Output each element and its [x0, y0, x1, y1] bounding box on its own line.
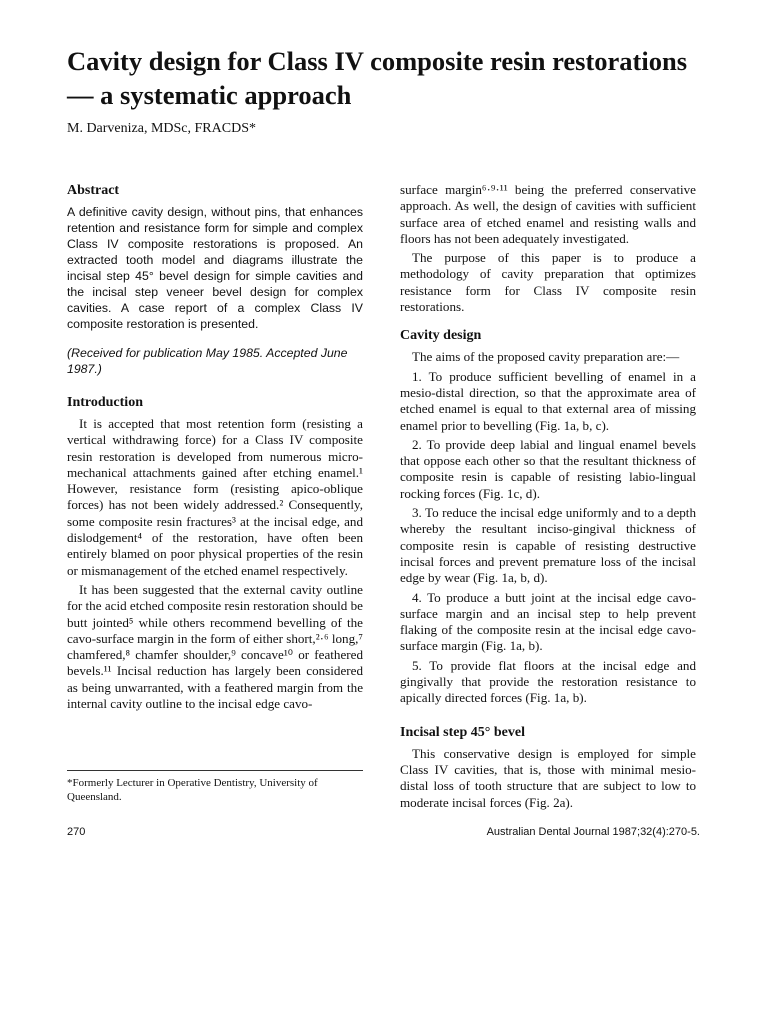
continuation-paragraph: surface margin⁶·⁹·¹¹ being the preferred conservative approach. As well, the design of cavities with sufficient surface area of etched enamel and resisting walls and floors has not been adequately investigated. — [400, 182, 696, 246]
introduction-section — [67, 394, 363, 712]
aim-item-4: 4. To produce a butt joint at the incisal edge cavo-surface margin and an incisal step to help prevent flaking of the composite resin at the incisal edge cavo-surface margin (Fig. 1a, b). — [400, 589, 696, 654]
introduction-paragraph-2: It has been suggested that the external cavity outline for the acid etched composite resin restoration should be butt jointed⁵ while others recommend bevelling of the cavo-surface margin in the form of either short,²·⁶ long,⁷ chamfered,⁸ chamfer shoulder,⁹ concave¹⁰ or feathered bevels.¹¹ Incisal reduction has largely been considered as being unwarranted, with a feathered margin from the internal cavity outline to the incisal edge cavo- — [67, 581, 363, 712]
author-line: M. Darveniza, MDSc, FRACDS* — [67, 121, 256, 136]
aim-item-3: 3. To reduce the incisal edge uniformly and to a depth whereby the resultant inciso-gingival thickness of composite resin is capable of resisting destructive incisal forces and prevent premature loss of the incisal edge by wear (Fig. 1a, b, d). — [400, 505, 696, 586]
footnote-divider — [67, 770, 363, 771]
incisal-step-heading: Incisal step 45° bevel — [400, 724, 525, 740]
aim-item-1: 1. To produce sufficient bevelling of enamel in a mesio-distal direction, so that the approximate area of etched enamel is equal to that external area of missing enamel prior to bevelling (Fig. 1a, b, c). — [400, 368, 696, 433]
abstract-text: A definitive cavity design, without pins, that enhances retention and resistance form for simple and complex Class IV composite restorations is proposed. An extracted tooth model and diagrams illustrate the incisal step 45° bevel design for simple cavities and the incisal step veneer bevel design for complex cavities. A case report of a complex Class IV composite restoration is presented. — [67, 205, 363, 331]
journal-citation: Australian Dental Journal 1987;32(4):270-5. — [486, 826, 700, 838]
author-footnote: *Formerly Lecturer in Operative Dentistry, University of Queensland. — [67, 777, 318, 803]
incisal-step-text: This conservative design is employed for simple Class IV cavities, that is, those with minimal mesio-distal loss of tooth structure that are subject to low to moderate incisal forces (Fig. 2a). — [400, 745, 696, 810]
incisal-step-section — [400, 724, 696, 811]
aim-item-2: 2. To provide deep labial and lingual enamel bevels that oppose each other so that the resultant thickness of composite resin is capable of resisting labio-lingual rocking forces (Fig. 1c, d). — [400, 436, 696, 501]
page-number: 270 — [67, 826, 86, 838]
cavity-design-intro: The aims of the proposed cavity preparation are:— — [412, 349, 680, 365]
introduction-heading: Introduction — [67, 395, 143, 410]
cavity-design-heading: Cavity design — [400, 328, 482, 344]
left-column — [67, 182, 363, 715]
abstract-section — [67, 182, 363, 377]
abstract-heading: Abstract — [67, 183, 120, 198]
right-column — [400, 182, 696, 814]
cavity-design-section — [400, 327, 696, 706]
introduction-paragraph-1: It is accepted that most retention form (resisting a vertical withdrawing force) for a Class IV composite resin restoration is developed from numerous micro-mechanical attachments gained after etching enamel.¹ However, resistance form (resisting apico-oblique forces) has not been widely addressed.² Consequently, some composite resin fractures³ at the incisal edge, and dislodgement⁴ of the restoration, have often been entirely blamed on poor physical properties of the resin or mismanagement of the etched enamel respectively. — [67, 416, 363, 578]
purpose-paragraph: The purpose of this paper is to produce a methodology of cavity preparation that optimizes resistance form for Class IV composite resin restorations. — [400, 250, 696, 315]
aim-item-5: 5. To provide flat floors at the incisal edge and gingivally that provide the restoration resistance to apically directed forces (Fig. 1a, b). — [400, 657, 696, 706]
received-note: (Received for publication May 1985. Accepted June 1987.) — [67, 346, 348, 376]
article-title: Cavity design for Class IV composite resin restorations — a systematic approach — [67, 46, 688, 110]
